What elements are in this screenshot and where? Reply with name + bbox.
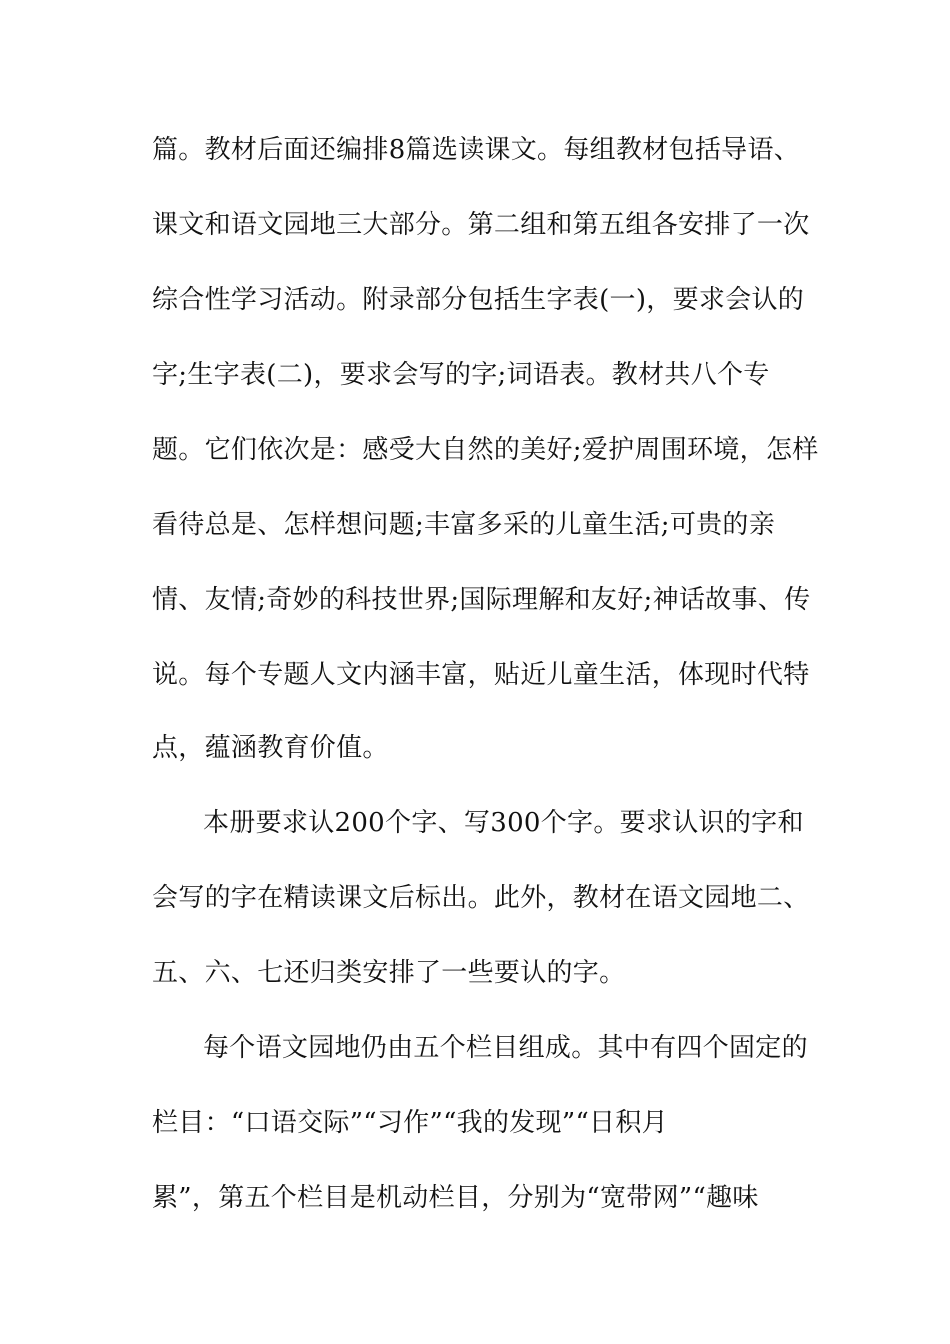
text-line: 点，蕴涵教育价值。 (152, 733, 389, 763)
text-line: 说。每个专题人文内涵丰富，贴近儿童生活，体现时代特 (152, 660, 810, 690)
text-line: 栏目：“口语交际”“习作”“我的发现”“日积月 (152, 1108, 668, 1138)
text-line: 字;生字表(二)，要求会写的字;词语表。教材共八个专 (152, 360, 770, 390)
text-line: 情、友情;奇妙的科技世界;国际理解和友好;神话故事、传 (152, 585, 811, 615)
paragraph-start-line: 本册要求认200个字、写300个字。要求认识的字和 (203, 808, 804, 838)
text-line: 题。它们依次是：感受大自然的美好;爱护周围环境，怎样 (152, 435, 819, 465)
text-line: 会写的字在精读课文后标出。此外，教材在语文园地二、 (152, 883, 810, 913)
text-line: 五、六、七还归类安排了一些要认的字。 (152, 958, 626, 988)
text-line: 累”，第五个栏目是机动栏目，分别为“宽带网”“趣味 (152, 1183, 759, 1213)
text-line: 看待总是、怎样想问题;丰富多采的儿童生活;可贵的亲 (152, 510, 776, 540)
text-line: 课文和语文园地三大部分。第二组和第五组各安排了一次 (152, 210, 810, 240)
text-line: 篇。教材后面还编排8篇选读课文。每组教材包括导语、 (152, 135, 801, 165)
text-line: 综合性学习活动。附录部分包括生字表(一)，要求会认的 (152, 285, 805, 315)
paragraph-start-line: 每个语文园地仍由五个栏目组成。其中有四个固定的 (203, 1033, 808, 1063)
